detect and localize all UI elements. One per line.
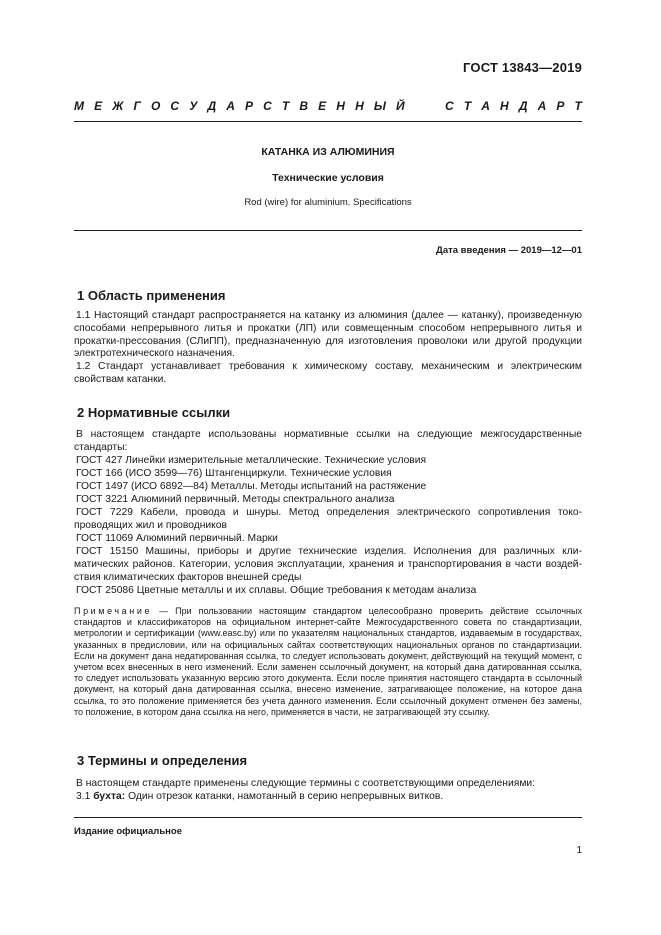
banner-letter: У [189,99,198,113]
banner-letter: Й [395,99,405,113]
document-english-title: Rod (wire) for aluminium. Specifications [244,197,412,208]
reference-item: ГОСТ 11069 Алюминий первичный. Марки [76,533,278,544]
term-definition [74,790,582,803]
note-text: — При пользовании настоящим стандартом целесообразно проверить действие ссылочных стандартов и классификаторов на официальном интернет-сайте Межгосударственного совета по стандартизации, метрологии и сертификации (www.easc.by) или по указателям национальных стандартов, издаваемым в государствах, указанных в предисловии, или на официальных сайтах соответствующих национальных органов по стандартизации. Если на документ дана недатированная ссылка, то следует использовать документ, действующий на текущий момент, с учетом всех внесенных в него изменений. Если заменен ссылочный документ, на который дана датированная ссылка, то следует использовать указанную версию этого документа. Если после принятия настоящего стандарта в ссылочный документ, на который дана датированная ссылка, внесено изменение, затрагивающее положение, на которое дана ссылка, то это положение применяется без учета данного изменения. Если ссылочный документ отменен без замены, то положение, в котором дана ссылка на него, применяется в части, не затрагивающей эту ссылку. [74,606,582,717]
banner-letter: Н [355,99,364,113]
banner-letter: А [226,99,235,113]
banner-letter: А [481,99,490,113]
section-1-body [74,310,582,387]
standard-code: ГОСТ 13843—2019 [463,60,582,75]
section-3-body [74,777,582,803]
banner-letter: Д [207,99,217,113]
banner-letter: Т [281,99,290,113]
document-title: КАТАНКА ИЗ АЛЮМИНИЯ [261,146,395,158]
document-subtitle: Технические условия [272,172,384,184]
section-2-body [74,428,582,597]
banner-letter: Е [94,99,103,113]
reference-item: ГОСТ 166 (ИСО 3599—76) Штангенциркули. Технические условия [76,468,392,479]
banner-letter: Ж [112,99,124,113]
section-2-heading: 2 Нормативные ссылки [77,405,231,420]
banner-letter: С [170,99,180,113]
term-name: бухта: [93,791,126,802]
banner-letter: С [263,99,272,113]
banner-letter: О [150,99,161,113]
banner-letter: М [74,99,84,113]
reference-item: ГОСТ 15150 Машины, приборы и другие технические изделия. Исполнения для различных климатических районов. Категории, условия эксплуатации, хранения и транспортирования в части воздействия климатических факторов внешней среды [74,546,582,583]
page-number: 1 [576,845,582,856]
note-label: Примечание [74,606,153,616]
reference-item: ГОСТ 427 Линейки измерительные металлические. Технические условия [76,455,427,466]
interstate-standard-banner [74,99,582,113]
banner-letter: Е [318,99,327,113]
banner-letter: Д [518,99,528,113]
edition-label: Издание официальное [74,826,182,837]
term-number: 3.1 [76,791,94,802]
banner-letter: Г [133,99,141,113]
banner-letter: А [537,99,547,113]
reference-item: ГОСТ 7229 Кабели, провода и шнуры. Метод определения электрического сопротивления токопроводящих жил и проводников [74,507,582,531]
banner-letter: Р [556,99,565,113]
section-1-heading: 1 Область применения [77,288,226,303]
banner-letter: Н [336,99,345,113]
intro-date: Дата введения — 2019—12—01 [436,245,582,256]
banner-letter: Ы [373,99,386,113]
banner-letter: С [445,99,454,113]
paragraph-1-2: 1.2 Стандарт устанавливает требования к химическому составу, механическим и электрическим свойствам катанки. [74,361,582,385]
paragraph-1-1: 1.1 Настоящий стандарт распространяется на катанку из алюминия (далее — катанку), произведенную способами непрерывного литья и прокатки (ЛП) или совмещенным способом непрерывного литья и прокатки-прессования (СЛиПП), предназначенную для изготовления проволоки или другой продукции электротехнического назначения. [74,310,582,360]
banner-letter: Т [574,99,582,113]
section-3-heading: 3 Термины и определения [77,753,248,768]
reference-item: ГОСТ 25086 Цветные металлы и их сплавы. Общие требования к методам анализа [76,585,477,596]
banner-letter: Т [463,99,472,113]
footer-rule [74,817,582,818]
terms-intro: В настоящем стандарте применены следующие термины с соответствующими определениями: [76,778,536,789]
banner-letter: Р [245,99,254,113]
references-note [74,606,582,718]
header-rule [74,121,582,122]
reference-item: ГОСТ 3221 Алюминий первичный. Методы спектрального анализа [76,494,395,505]
term-text: Один отрезок катанки, намотанный в серию непрерывных витков. [125,791,444,802]
title-rule [74,230,582,231]
banner-letter: В [299,99,309,113]
banner-letter: Н [500,99,509,113]
reference-item: ГОСТ 1497 (ИСО 6892—84) Металлы. Методы испытаний на растяжение [76,481,427,492]
references-intro: В настоящем стандарте использованы нормативные ссылки на следующие межгосударственные стандарты: [74,429,582,453]
